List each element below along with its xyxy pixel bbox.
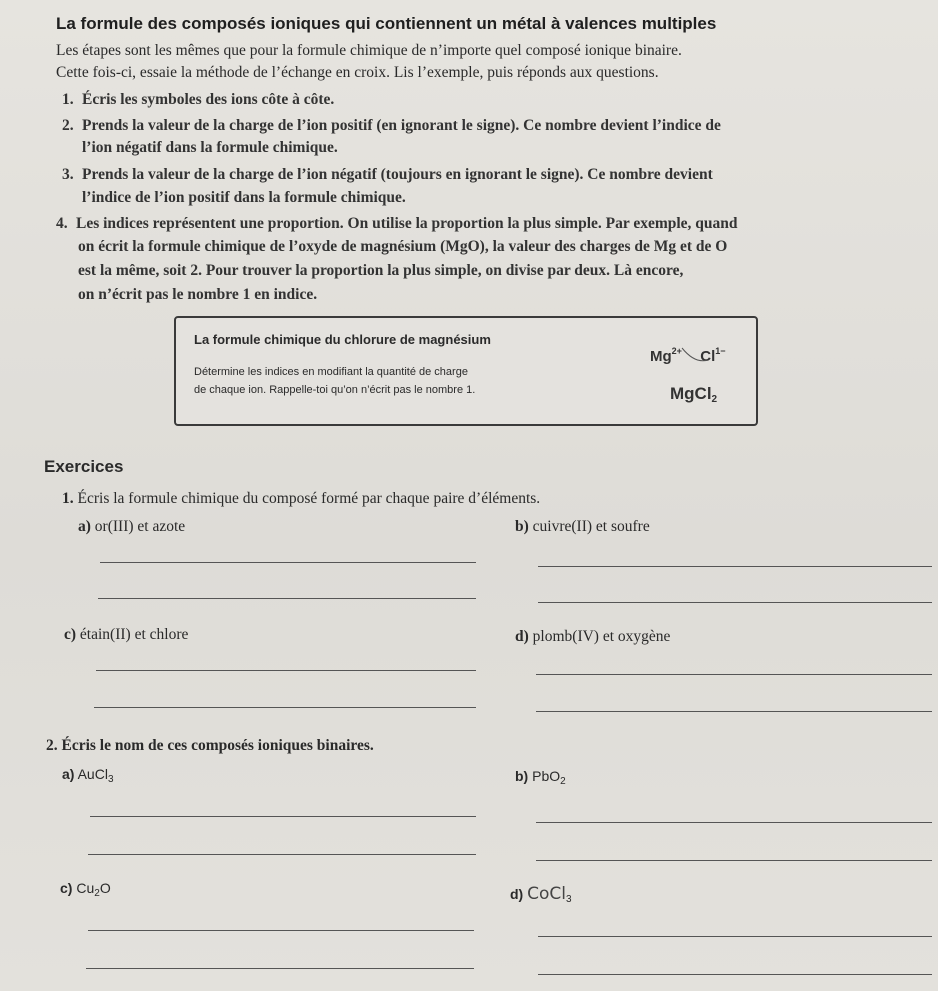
answer-line[interactable] (94, 707, 476, 708)
q1-item-a: a) or(III) et azote (78, 518, 186, 535)
answer-line[interactable] (88, 930, 474, 931)
answer-line[interactable] (536, 822, 932, 823)
intro-line: Les étapes sont les mêmes que pour la formule chimique de n’importe quel composé ionique binaire. (56, 42, 682, 59)
answer-line[interactable] (100, 562, 476, 563)
answer-line[interactable] (96, 670, 476, 671)
step-4-cont: on écrit la formule chimique de l’oxyde de magnésium (MgO), la valeur des charges de Mg et de O (78, 238, 728, 255)
q1-item-b: b) cuivre(II) et soufre (515, 518, 650, 535)
intro-line: Cette fois-ci, essaie la méthode de l’échange en croix. Lis l’exemple, puis réponds aux questions. (56, 64, 659, 81)
example-result: MgCl$_2$ (670, 384, 718, 405)
answer-line[interactable] (538, 566, 932, 567)
step-4-cont: est la même, soit 2. Pour trouver la proportion la plus simple, on divise par deux. Là encore, (78, 262, 684, 279)
answer-line[interactable] (98, 598, 476, 599)
q1-item-d: d) plomb(IV) et oxygène (515, 628, 671, 645)
step-2-cont: l’ion négatif dans la formule chimique. (82, 139, 338, 156)
example-title: La formule chimique du chlorure de magnésium (194, 332, 491, 347)
q2-item-c: c) $Cu_2O$ (60, 880, 111, 899)
step-1: 1. Écris les symboles des ions côte à côte. (62, 91, 335, 108)
step-4-cont: on n’écrit pas le nombre 1 en indice. (78, 286, 318, 303)
step-3: 3. Prends la valeur de la charge de l’ion négatif (toujours en ignorant le signe). Ce nombre devient (62, 166, 713, 183)
page-title: La formule des composés ioniques qui contiennent un métal à valences multiples (56, 14, 717, 33)
example-text: de chaque ion. Rappelle-toi qu’on n’écrit pas le nombre 1. (194, 384, 476, 396)
q2-item-d: d) CoCl$_3$ (510, 884, 572, 905)
step-4: 4. Les indices représentent une proportion. On utilise la proportion la plus simple. Par exemple, quand (56, 215, 738, 232)
example-box (174, 316, 758, 426)
example-text: Détermine les indices en modifiant la quantité de charge (194, 366, 468, 378)
step-2: 2. Prends la valeur de la charge de l’ion positif (en ignorant le signe). Ce nombre devient l’indice de (62, 117, 721, 134)
q2-prompt: 2. Écris le nom de ces composés ioniques binaires. (46, 737, 374, 754)
answer-line[interactable] (538, 602, 932, 603)
answer-line[interactable] (536, 860, 932, 861)
answer-line[interactable] (538, 936, 932, 937)
q1-item-c: c) étain(II) et chlore (64, 626, 189, 643)
answer-line[interactable] (90, 816, 476, 817)
answer-line[interactable] (536, 711, 932, 712)
answer-line[interactable] (536, 674, 932, 675)
q2-item-a: a) AuCl$_3$ (62, 766, 114, 785)
q1-prompt: 1. Écris la formule chimique du composé formé par chaque paire d’éléments. (62, 490, 541, 507)
answer-line[interactable] (538, 974, 932, 975)
cross-arrows (670, 342, 720, 372)
exercises-heading: Exercices (44, 457, 124, 476)
ion-pair: $Mg^{2+}$ $Cl^{1-}$ (650, 346, 726, 365)
q2-item-b: b) PbO$_2$ (515, 768, 566, 787)
step-3-cont: l’indice de l’ion positif dans la formule chimique. (82, 189, 406, 206)
answer-line[interactable] (88, 854, 476, 855)
answer-line[interactable] (86, 968, 474, 969)
